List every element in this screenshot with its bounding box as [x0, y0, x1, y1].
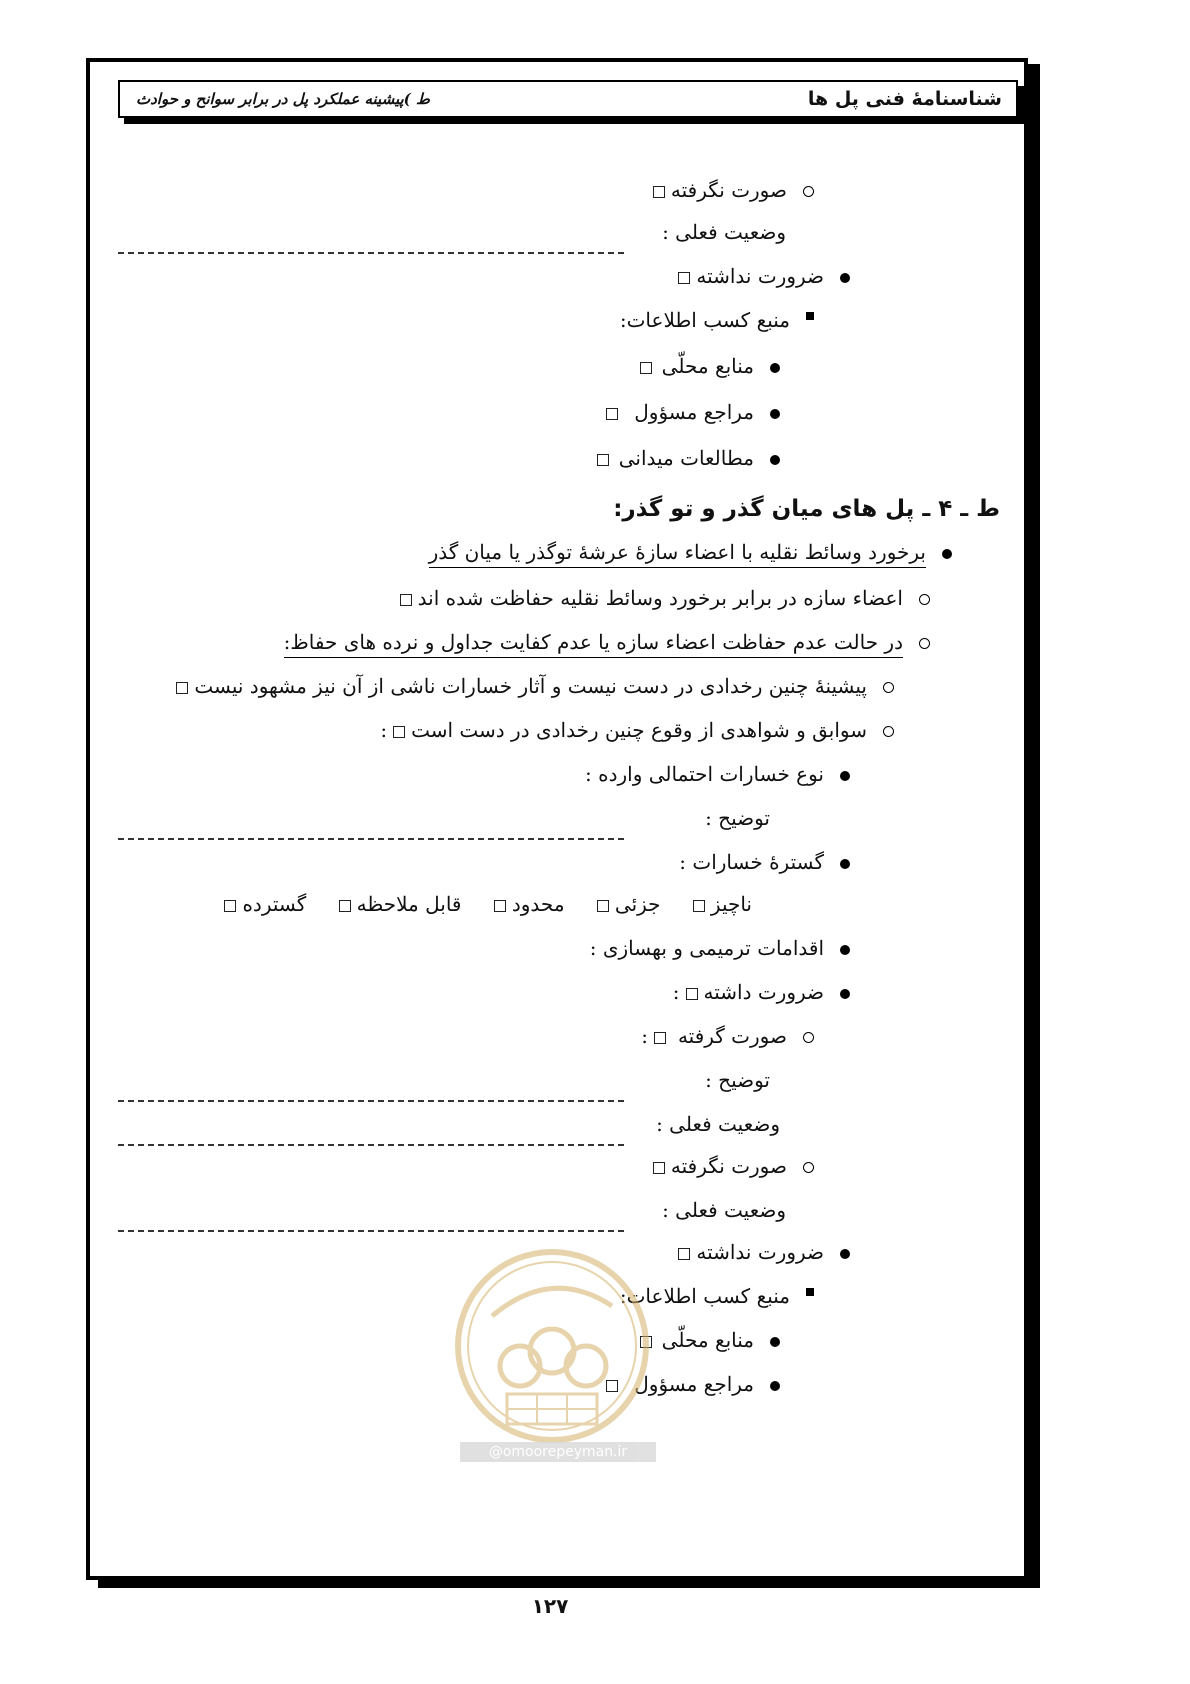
- dot-bullet-icon: [840, 1249, 850, 1259]
- list-item: صورت نگرفته: [647, 176, 814, 204]
- page-number: ۱۲۷: [531, 1594, 569, 1618]
- dot-bullet-icon: [840, 273, 850, 283]
- checkbox-local-sources[interactable]: [640, 362, 652, 374]
- list-item: اعضاء سازه در برابر برخورد وسائط نقلیه حفاظت شده اند: [394, 584, 930, 612]
- checkbox-extent[interactable]: [339, 900, 351, 912]
- dot-bullet-icon: [770, 409, 780, 419]
- dot-bullet-icon: [840, 989, 850, 999]
- watermark-seal-icon: [452, 1246, 652, 1446]
- list-item: نوع خسارات احتمالی وارده :: [585, 760, 850, 788]
- list-item: منابع محلّی: [634, 352, 780, 380]
- dashed-fill-line: [118, 838, 624, 840]
- page-header: [118, 80, 1018, 118]
- list-item: توضیح :: [705, 806, 770, 830]
- extent-option: گسترده: [218, 892, 306, 916]
- ring-bullet-icon: [803, 1162, 814, 1173]
- checkbox-no-history[interactable]: [176, 682, 188, 694]
- list-item: پیشینهٔ چنین رخدادی در دست نیست و آثار خسارات ناشی از آن نیز مشهود نیست: [170, 672, 894, 700]
- checkbox-not-done[interactable]: [653, 186, 665, 198]
- list-item: صورت گرفته:: [641, 1022, 814, 1050]
- list-item: مراجع مسؤول: [600, 1370, 780, 1398]
- checkbox-extent[interactable]: [597, 900, 609, 912]
- extent-option: قابل ملاحظه: [333, 892, 462, 916]
- ring-bullet-icon: [919, 594, 930, 605]
- list-item: توضیح :: [705, 1068, 770, 1092]
- list-item: مراجع مسؤول: [600, 398, 780, 426]
- checkbox-done[interactable]: [654, 1032, 666, 1044]
- list-item: مطالعات میدانی: [591, 444, 780, 472]
- document-title: شناسنامهٔ فنی پل ها: [807, 88, 1002, 110]
- ring-bullet-icon: [883, 682, 894, 693]
- dot-bullet-icon: [770, 1337, 780, 1347]
- checkbox-extent[interactable]: [224, 900, 236, 912]
- dot-bullet-icon: [840, 945, 850, 955]
- list-item: در حالت عدم حفاظت اعضاء سازه یا عدم کفایت جداول و نرده های حفاظ:: [284, 628, 930, 656]
- list-item: ضرورت نداشته: [672, 262, 850, 290]
- checkbox-protected[interactable]: [400, 594, 412, 606]
- list-item: وضعیت فعلی :: [656, 1112, 780, 1136]
- dashed-fill-line: [118, 252, 624, 254]
- list-item: سوابق و شواهدی از وقوع چنین رخدادی در دست است:: [380, 716, 894, 744]
- square-bullet-icon: [806, 1288, 814, 1296]
- list-item: منبع کسب اطلاعات:: [620, 1282, 814, 1310]
- checkbox-extent[interactable]: [693, 900, 705, 912]
- checkbox-has-history[interactable]: [393, 726, 405, 738]
- checkbox-extent[interactable]: [494, 900, 506, 912]
- list-item: منبع کسب اطلاعات:: [620, 306, 814, 334]
- dot-bullet-icon: [770, 363, 780, 373]
- list-item: وضعیت فعلی :: [662, 1198, 786, 1222]
- dot-bullet-icon: [770, 455, 780, 465]
- checkbox-not-needed[interactable]: [678, 1248, 690, 1260]
- checkbox-authorities[interactable]: [606, 408, 618, 420]
- dashed-fill-line: [118, 1230, 624, 1232]
- ring-bullet-icon: [803, 1032, 814, 1043]
- dashed-fill-line: [118, 1144, 624, 1146]
- list-item: ضرورت نداشته: [672, 1238, 850, 1266]
- watermark-url: @omoorepeyman.ir: [460, 1442, 656, 1462]
- checkbox-needed[interactable]: [686, 988, 698, 1000]
- checkbox-field-studies[interactable]: [597, 454, 609, 466]
- dot-bullet-icon: [942, 549, 952, 559]
- ring-bullet-icon: [883, 726, 894, 737]
- list-item: گسترهٔ خسارات :: [679, 848, 850, 876]
- section-subtitle: ط )پیشینه عملکرد پل در برابر سوانح و حوادث: [136, 90, 430, 108]
- list-item: منابع محلّی: [634, 1326, 780, 1354]
- list-item: وضعیت فعلی :: [662, 220, 786, 244]
- list-item: ضرورت داشته:: [673, 978, 850, 1006]
- ring-bullet-icon: [919, 638, 930, 649]
- dot-bullet-icon: [770, 1381, 780, 1391]
- extent-options: [198, 890, 752, 918]
- dot-bullet-icon: [840, 859, 850, 869]
- section-heading: ط ـ ۴ ـ پل های میان گذر و تو گذر:: [613, 496, 1000, 522]
- dot-bullet-icon: [840, 771, 850, 781]
- list-item: برخورد وسائط نقلیه با اعضاء سازهٔ عرشهٔ توگذر یا میان گذر: [429, 538, 952, 566]
- list-item: اقدامات ترمیمی و بهسازی :: [590, 934, 850, 962]
- dashed-fill-line: [118, 1100, 624, 1102]
- list-item: صورت نگرفته: [647, 1152, 814, 1180]
- square-bullet-icon: [806, 312, 814, 320]
- checkbox-not-needed[interactable]: [678, 272, 690, 284]
- checkbox-not-done[interactable]: [653, 1162, 665, 1174]
- ring-bullet-icon: [803, 186, 814, 197]
- extent-option: محدود: [488, 892, 565, 916]
- extent-option: ناچیز: [687, 892, 752, 916]
- extent-option: جزئی: [591, 892, 661, 916]
